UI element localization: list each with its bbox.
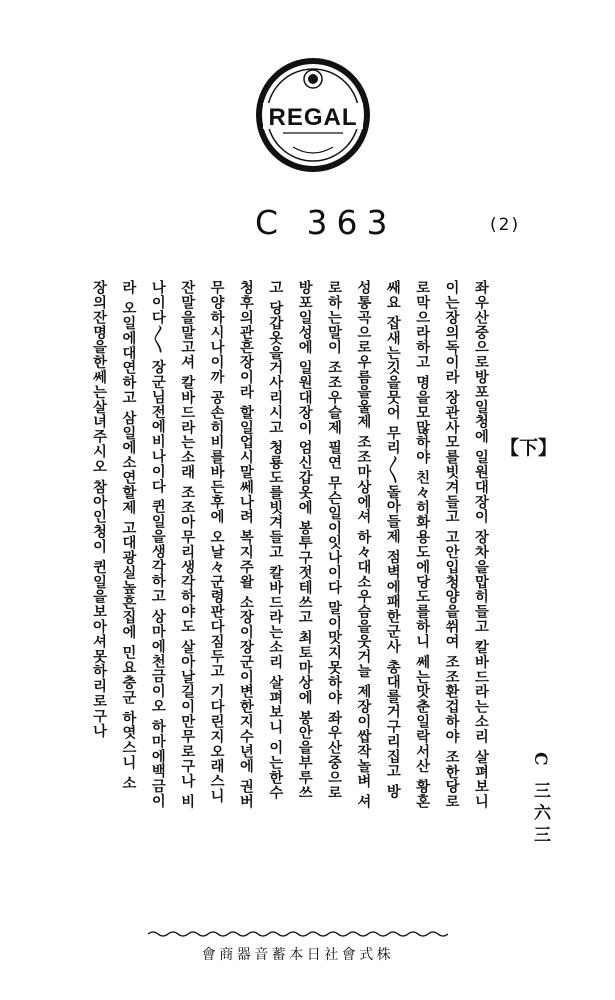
lyric-column: 고 당갑옷을거사리시고 청룡도를빗겨들고 칼바드라는소리 살펴보니 이는한수 (267, 280, 284, 800)
wavy-divider-icon (148, 930, 448, 938)
lyric-column: 쌔요 잡새는깃을뭇어 무리〳〵돌아들제 점벽에패한군사 총대를거구리집고 방 (384, 280, 401, 799)
part-label: 【下】 (500, 437, 558, 459)
lyric-column: 로하는말이 조조우슬제 필연 무슨일이잇나이다 말이맛지못하야 좌우산중으로 (326, 280, 342, 800)
regal-record-label-icon (253, 55, 373, 175)
side-number: (2) (490, 215, 521, 235)
lyric-column: 이는장의독이라 장관사모를빗겨들고 고안입청양을쒸여 조조환겁하야 조한당로 (443, 280, 460, 809)
lyric-column: 무양하시나이까 공손히비를바든후에 오날々군령판다짐두고 기다린지오래스니 (208, 280, 225, 804)
lyric-column: 방포일성에 일원대장이 엄신갑옷에 봉투구젓테쓰고 최토마상에 봉안을부루쓰 (296, 280, 313, 800)
lyric-column: 잔말을말고셔 칼바드라는소래 조조아무리생각하야도 살아날길이만무로구나 비 (179, 280, 196, 809)
lyric-column: 좌우산중으로방포일청에 일원대장이 장차을맙히들고 칼바드라는소리 살펴보니 (472, 280, 489, 809)
lyric-column: 나이다〳〵 장군님전에비나이다 퀸일을생각하고 상마에천금이오 하마에백금이 (149, 280, 166, 809)
lyric-column: 로막으라하고 명을모많하야 친々히화용도에당도를하니 쎄는맛춘일락서산 황혼 (414, 280, 431, 809)
lyric-column: 청후의관흔장이라 할일업시말쎄나려 복지주왈 소장이장군이변한지수년에 권버 (237, 280, 254, 809)
side-title: C 三六三 (530, 752, 550, 848)
lyrics-columns (90, 280, 490, 850)
logo-text: REGAL (268, 104, 358, 131)
lyric-column: 성통곡으로우름을울제 조조마상에셔 하々대소우슴을웃거늘 제장이쌉작놀벼 셔 (355, 280, 372, 809)
lyric-column: 장의잔명을한쎄는살녀주시오 참아인청이 퀸일을보아셔못하리로구나 (91, 280, 107, 739)
publisher-footer: 會商器音蓄本日社會式株 (201, 947, 395, 963)
catalog-number: C 363 (255, 203, 397, 242)
lyric-column: 라 오일에대연하고 삼일에소연할제 고대광실높흔집에 민요충군 하엿스니 소 (120, 280, 137, 791)
